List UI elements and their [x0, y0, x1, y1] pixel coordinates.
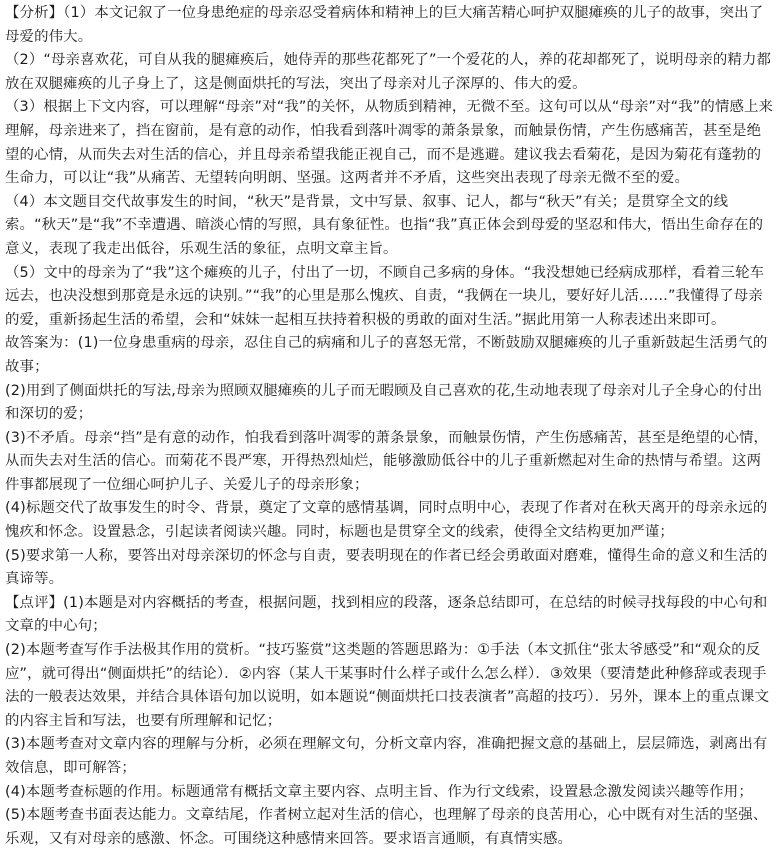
analysis-paragraph-4: （4）本文题目交代故事发生的时间，“秋天”是背景，文中写景、叙事、记人，都与“秋天”有关；是贯穿全文的线索。“秋天”是“我”不幸遭遇、暗淡心情的写照，具有象征性。也指“我”真正体会到母爱的坚忍和伟大，悟出生命存在的意义，表现了我走出低谷，乐观生活的象征，点明文章主旨。: [5, 193, 764, 257]
review-label: 【点评】: [5, 594, 64, 611]
review-paragraph-3: (3)本题考查对文章内容的理解与分析，必须在理解文句，分析文章内容，准确把握文意的基础上，层层筛选，剥离出有效信息，即可解答；: [5, 736, 768, 776]
analysis-item-1: （1）本文记叙了一位身患绝症的母亲忍受着病体和精神上的巨大痛苦精心呵护双腿瘫痪的儿子的故事，突出了母爱的伟大。: [5, 5, 764, 45]
answer-paragraph-4: (4)标题交代了故事发生的时令、背景，奠定了文章的感情基调，同时点明中心，表现了作者对在秋天离开的母亲永远的愧疚和怀念。设置悬念，引起读者阅读兴趣。同时，标题也是贯穿全文的线索，使得全文结构更加严谨；: [5, 500, 768, 541]
analysis-paragraph-3: （3）根据上下文内容，可以理解“母亲”对“我”的关怀，从物质到精神，无微不至。这句可以从“母亲”对“我”的情感上来理解，母亲进来了，挡在窗前，是有意的动作，怕我看到落叶凋零的萧条景象，而触景伤情，产生伤感痛苦，甚至是绝望的心情，从而失去对生活的信心，并且母亲希望我能正视自己，而不是逃避。建议我去看菊花，是因为菊花有蓬勃的生命力，可以让“我”从痛苦、无望转向明朗、坚强。这两者并不矛盾，这些突出表现了母亲无微不至的爱。: [5, 99, 774, 187]
analysis-paragraph-2: （2）“母亲喜欢花，可自从我的腿瘫痪后，她侍弄的那些花都死了”一个爱花的人，养的花却都死了，说明母亲的精力都放在双腿瘫痪的儿子身上了，这是侧面烘托的写法，突出了母亲对儿子深厚的、伟大的爱。: [5, 52, 772, 92]
analysis-paragraph-1: [5, 2, 774, 49]
answer-label: 故答案为：: [5, 335, 78, 352]
review-item-1: (1)本题是对内容概括的考查，根据问题，找到相应的段落，逐条总结即可，在总结的时候寻找每段的中心句和文章的中心句；: [5, 594, 768, 635]
review-paragraph-1: [5, 592, 774, 639]
review-paragraph-5: (5)本题考查书面表达能力。文章结尾，作者树立起对生活的信心，也理解了母亲的良苦用心，心中既有对生活的坚强、乐观，又有对母亲的感激、怀念。可围绕这种感情来回答。要求语言通顺，有真情实感。: [5, 807, 768, 847]
answer-paragraph-1: [5, 332, 774, 379]
answer-paragraph-2: (2)用到了侧面烘托的写法,母亲为照顾双腿瘫痪的儿子而无暇顾及自己喜欢的花,生动地表现了母亲对儿子全身心的付出和深切的爱；: [5, 382, 763, 423]
review-paragraph-4: (4)本题考查标题的作用。标题通常有概括文章主要内容、点明主旨、作为行文线索，设置悬念激发阅读兴趣等作用；: [5, 783, 753, 800]
answer-paragraph-5: (5)要求第一人称，要答出对母亲深切的怀念与自责，要表明现在的作者已经会勇敢面对磨难，懂得生命的意义和生活的真谛等。: [5, 547, 768, 588]
answer-item-1: (1)一位身患重病的母亲，忍住自己的病痛和儿子的喜怒无常，不断鼓励双腿瘫痪的儿子重新鼓起生活勇气的故事；: [5, 335, 768, 375]
review-paragraph-2: (2)本题考查写作手法极其作用的赏析。“技巧鉴赏”这类题的答题思路为：①手法（本文抓住“张太爷感受”和“观众的反应”，就可得出“侧面烘托”的结论）．②内容（某人干某事时什么样子或什么怎么样）．③效果（要清楚此种修辞或表现手法的一般表达效果，并结合具体语句加以说明，如本题说“侧面烘托口技表演者”高超的技巧）．另外，课本上的重点课文的内容主旨和写法，也要有所理解和记忆；: [5, 642, 770, 729]
analysis-label: 【分析】: [5, 5, 64, 21]
analysis-paragraph-5: （5）文中的母亲为了“我”这个瘫痪的儿子，付出了一切，不顾自己多病的身体。“我没想她已经病成那样，看着三轮车远去，也决没想到那竟是永远的诀别。”“我”的心里是那么愧疚、自责，“我俩在一块儿，要好好儿活……”我懂得了母亲的爱，重新扬起生活的希望，会和“妹妹一起相互扶持着积极的勇敢的面对生活。”据此用第一人称表述出来即可。: [5, 264, 765, 328]
answer-paragraph-3: (3)不矛盾。母亲“挡”是有意的动作，怕我看到落叶凋零的萧条景象，而触景伤情，产生伤感痛苦，甚至是绝望的心情，从而失去对生活的信心。而菊花不畏严寒，开得热烈灿烂，能够激励低谷中的儿子重新燃起对生命的热情与希望。这两件事都展现了一位细心呵护儿子、关爱儿子的母亲形象；: [5, 429, 769, 493]
